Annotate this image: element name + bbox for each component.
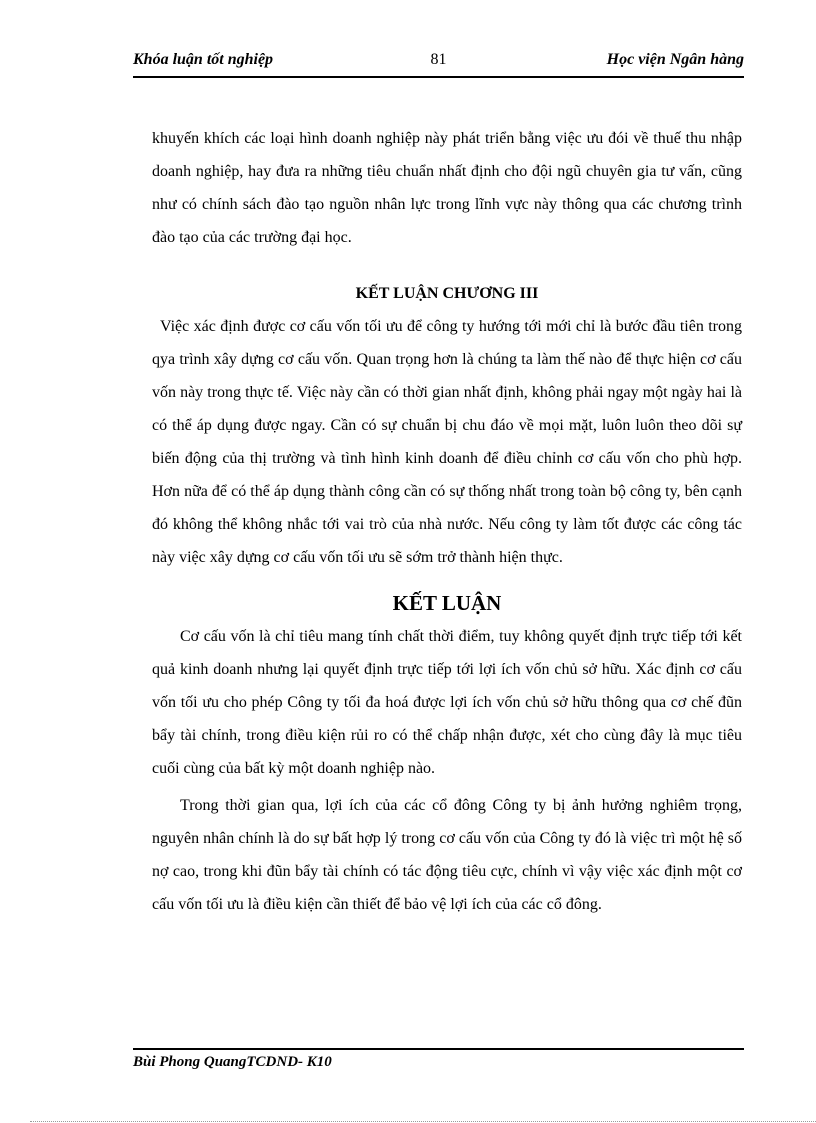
header-rule xyxy=(133,76,744,78)
header-institution: Học viện Ngân hàng xyxy=(606,51,744,68)
paragraph-conclusion-2: Trong thời gian qua, lợi ích của các cổ đông Công ty bị ảnh hưởng nghiêm trọng, nguyên nhân chính là do sự bất hợp lý trong cơ cấu vốn của Công ty đó là việc trì một hệ số nợ cao, trong khi đũn bẩy tài chính có tác động tiêu cực, chính vì vậy việc xác định một cơ cấu vốn tối ưu là điều kiện cần thiết để bảo vệ lợi ích của các cổ đông. xyxy=(152,797,742,913)
paragraph-conclusion-1: Cơ cấu vốn là chỉ tiêu mang tính chất thời điểm, tuy không quyết định trực tiếp tới kết quả kinh doanh nhưng lại quyết định trực tiếp tới lợi ích vốn chủ sở hữu. Xác định cơ cấu vốn tối ưu cho phép Công ty tối đa hoá được lợi ích vốn chủ sở hữu thông qua cơ chế đũn bẩy tài chính, trong điều kiện rủi ro có thể chấp nhận được, xét cho cùng đây là mục tiêu cuối cùng của bất kỳ một doanh nghiệp nào. xyxy=(152,628,742,777)
conclusion-heading: KẾT LUẬN xyxy=(392,591,502,615)
page-body xyxy=(152,122,742,921)
page-header xyxy=(133,51,744,75)
page-edge xyxy=(30,1121,816,1122)
footer-rule xyxy=(133,1048,744,1050)
chapter-conclusion-heading: KẾT LUẬN CHƯƠNG III xyxy=(355,285,539,302)
header-thesis-title: Khóa luận tốt nghiệp xyxy=(133,51,274,68)
paragraph-chapter-conclusion: Việc xác định được cơ cấu vốn tối ưu để công ty hướng tới mới chỉ là bước đầu tiên trong qya trình xây dựng cơ cấu vốn. Quan trọng hơn là chúng ta làm thế nào để thực hiện cơ cấu vốn này trong thực tế. Việc này cần có thời gian nhất định, không phải ngay một ngày hai là có thể áp dụng được ngay. Cần có sự chuẩn bị chu đáo về mọi mặt, luôn luôn theo dõi sự biến động của thị trường và tình hình kinh doanh để điều chỉnh cơ cấu vốn cho phù hợp. Hơn nữa để có thể áp dụng thành công cần có sự thống nhất trong toàn bộ công ty, bên cạnh đó không thể không nhắc tới vai trò của nhà nước. Nếu công ty làm tốt được các công tác này việc xây dựng cơ cấu vốn tối ưu sẽ sớm trở thành hiện thực. xyxy=(152,318,742,566)
page-number: 81 xyxy=(430,51,447,68)
footer-author: Bùi Phong QuangTCDND- K10 xyxy=(133,1054,332,1070)
paragraph-continuation: khuyến khích các loại hình doanh nghiệp này phát triển bằng việc ưu đói về thuế thu nhập doanh nghiệp, hay đưa ra những tiêu chuẩn nhất định cho đội ngũ chuyên gia tư vấn, cũng như có chính sách đào tạo nguồn nhân lực trong lĩnh vực này thông qua các chương trình đào tạo của các trường đại học. xyxy=(152,130,742,246)
